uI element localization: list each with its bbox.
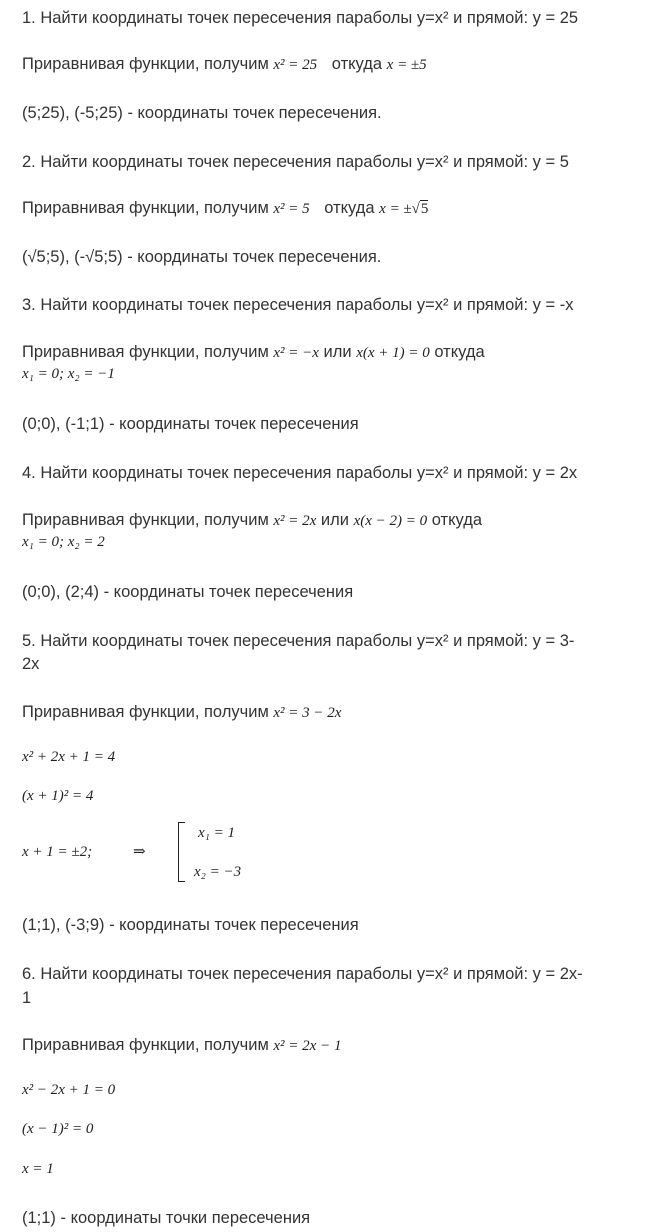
problem-1-equation: x² = 25 bbox=[273, 57, 318, 73]
problem-4-answer: (0;0), (2;4) - координаты точек пересечения bbox=[22, 583, 354, 601]
problem-2-answer: (√5;5), (-√5;5) - координаты точек пересечения. bbox=[22, 248, 382, 266]
problem-4-title: 4. Найти координаты точек пересечения параболы y=x² и прямой: y = 2x bbox=[22, 464, 578, 482]
problem-6-answer: (1;1) - координаты точки пересечения bbox=[22, 1209, 311, 1227]
problem-5-equation: x² = 3 − 2x bbox=[273, 705, 342, 721]
problem-4-factored: x(x − 2) = 0 bbox=[353, 513, 428, 529]
problem-5-root-1: x₁ = 1 bbox=[198, 825, 235, 841]
problem-6-equation: x² = 2x − 1 bbox=[273, 1038, 342, 1054]
problem-3-equation: x² = −x bbox=[273, 345, 319, 361]
problem-5-line-a: x² + 2x + 1 = 4 bbox=[22, 749, 116, 765]
problem-4-step: Приравнивая функции, получим x² = 2x или x(x − 2) = 0 откуда bbox=[22, 511, 483, 529]
problem-6-line-b: (x − 1)² = 0 bbox=[22, 1121, 94, 1137]
problem-3-answer: (0;0), (-1;1) - координаты точек пересечения bbox=[22, 415, 359, 433]
system-bracket bbox=[178, 822, 185, 882]
implies-arrow: ⇒ bbox=[133, 844, 146, 860]
problem-3-factored: x(x + 1) = 0 bbox=[356, 345, 430, 361]
problem-5-line-b: (x + 1)² = 4 bbox=[22, 788, 94, 804]
problem-5-root-2: x₂ = −3 bbox=[194, 864, 242, 880]
problem-4-equation: x² = 2x bbox=[273, 513, 317, 529]
problem-6-line-a: x² − 2x + 1 = 0 bbox=[22, 1082, 116, 1098]
problem-3-title: 3. Найти координаты точек пересечения параболы y=x² и прямой: y = -x bbox=[22, 296, 574, 314]
problem-5-step: Приравнивая функции, получим x² = 3 − 2x bbox=[22, 703, 342, 721]
problem-6-line-c: x = 1 bbox=[22, 1161, 54, 1177]
problem-3-step: Приравнивая функции, получим x² = −x или x(x + 1) = 0 откуда bbox=[22, 343, 485, 361]
problem-2-equation: x² = 5 bbox=[273, 201, 310, 217]
problem-1-answer: (5;25), (-5;25) - координаты точек пересечения. bbox=[22, 104, 382, 122]
problem-1-result: x = ±5 bbox=[386, 57, 427, 73]
problem-5-answer: (1;1), (-3;9) - координаты точек пересечения bbox=[22, 916, 359, 934]
problem-6-step: Приравнивая функции, получим x² = 2x − 1 bbox=[22, 1036, 342, 1054]
problem-2-step: Приравнивая функции, получим x² = 5 откуда x = ±√5 bbox=[22, 199, 429, 217]
problem-5-line-c: x + 1 = ±2; bbox=[22, 844, 93, 860]
problem-5-title-line1: 5. Найти координаты точек пересечения параболы y=x² и прямой: y = 3- bbox=[22, 632, 575, 650]
problem-1-step: Приравнивая функции, получим x² = 25 откуда x = ±5 bbox=[22, 55, 427, 73]
problem-3-roots: x₁ = 0; x₂ = −1 bbox=[22, 366, 115, 382]
problem-5-title-line2: 2x bbox=[22, 655, 40, 673]
problem-4-roots: x₁ = 0; x₂ = 2 bbox=[22, 534, 105, 550]
problem-2-result: x = ±√5 bbox=[379, 201, 429, 217]
problem-2-title: 2. Найти координаты точек пересечения параболы y=x² и прямой: y = 5 bbox=[22, 153, 569, 171]
problem-6-title-line1: 6. Найти координаты точек пересечения параболы y=x² и прямой: y = 2x- bbox=[22, 965, 583, 983]
problem-1-title: 1. Найти координаты точек пересечения параболы y=x² и прямой: y = 25 bbox=[22, 9, 579, 27]
problem-6-title-line2: 1 bbox=[22, 989, 32, 1007]
